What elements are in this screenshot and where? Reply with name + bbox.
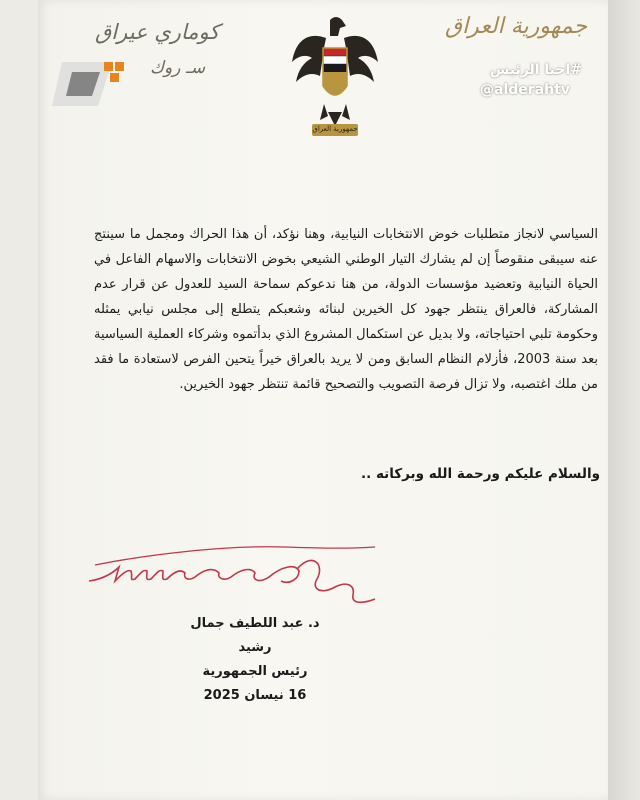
letterhead-kurdish-line-2: سـ روك xyxy=(150,58,206,78)
letter-date: 16 نيسان 2025 xyxy=(203,688,307,703)
watermark-handle: @alderahtv xyxy=(480,82,570,98)
background-edge xyxy=(608,0,640,800)
letterhead-republic-of-iraq: جمهورية العراق xyxy=(445,14,588,39)
letter-body xyxy=(94,222,598,397)
signatory-name: د. عبد اللطيف جمال رشيد xyxy=(190,616,320,655)
emblem-caption: جمهورية العراق xyxy=(312,125,358,133)
watermark-hashtag: #احنا الرئيس xyxy=(490,62,582,78)
tv-channel-logo-icon xyxy=(50,56,126,112)
iraq-eagle-emblem-icon xyxy=(290,12,380,142)
handwritten-signature-icon xyxy=(85,525,395,615)
closing-salutation: والسلام عليكم ورحمة الله وبركاته .. xyxy=(361,466,600,482)
body-paragraph: السياسي لانجاز متطلبات خوض الانتخابات النيابية، وهنا نؤكد، أن هذا الحراك ومجمل ما سينتج عنه سيبقى منقوصاً إن لم يشارك التيار الوطني الشيعي بخوض الانتخابات والاسهام الفاعل في الحياة النيابية وتعضيد مؤسسات الدولة، من هنا ندعوكم سماحة السيد للعدول عن قرار عدم المشاركة، فالعراق ينتظر جهود كل الخيرين لبنائه وشعبكم يتطلع إلى مجلس نيابي يمثله وحكومة تلبي احتياجاته، ولا بديل عن استكمال المشروع الذي بدأتموه وشركاء العملية السياسية بعد سنة 2003، فأزلام النظام السابق ومن لا يريد بالعراق خيراً يتحين الفرص لاستعادة ما فقد من ملك اغتصبه، ولا تزال فرصة التصويب والتصحيح قائمة تنتظر جهود الخيرين. xyxy=(94,227,599,392)
letterhead-kurdish-line-1: كوماري عيراق xyxy=(95,20,220,44)
signatory-block xyxy=(175,612,335,708)
signatory-title: رئيس الجمهورية xyxy=(202,664,308,679)
